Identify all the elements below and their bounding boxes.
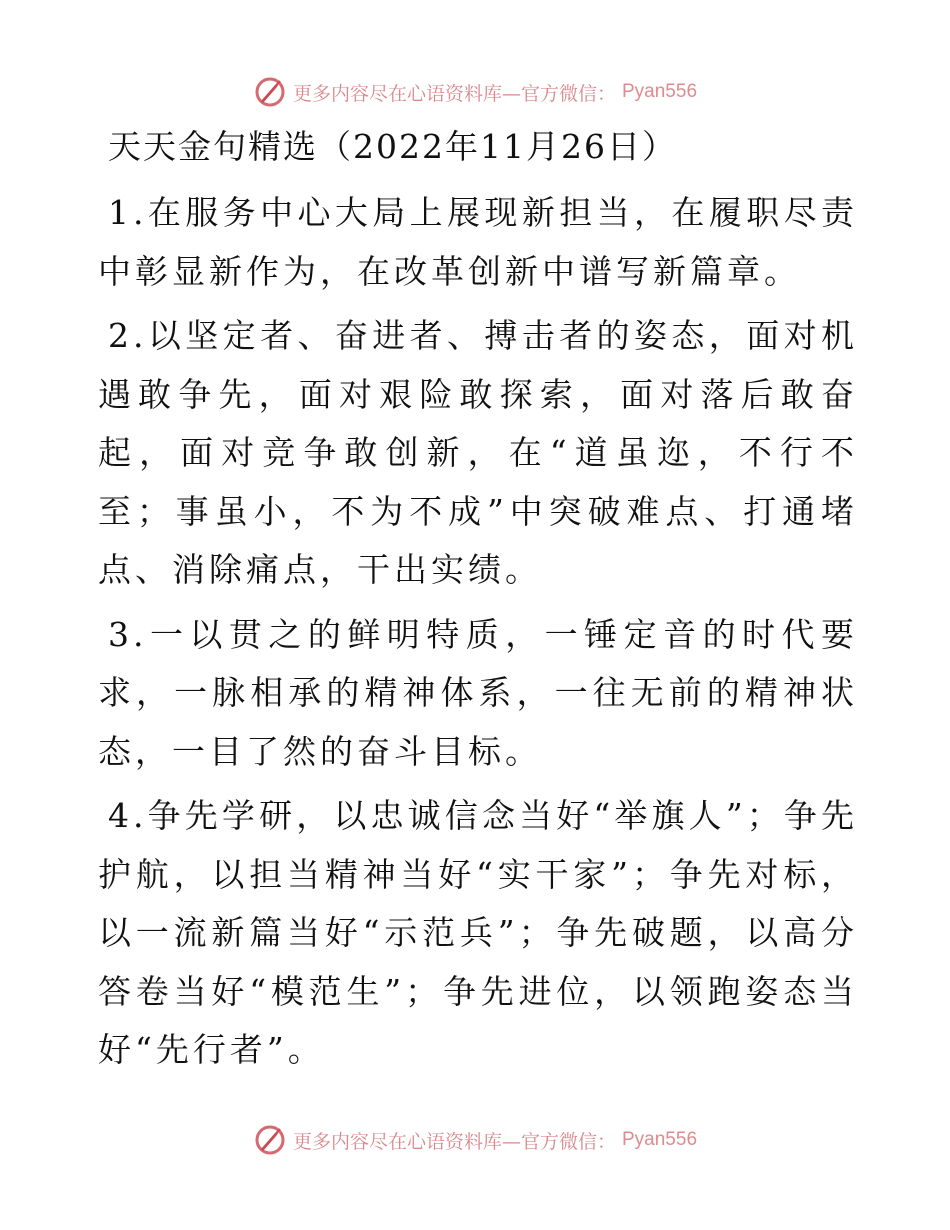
header-banner	[0, 72, 950, 112]
document-title: 天天金句精选（2022年11月26日）	[108, 127, 677, 166]
header-banner-content	[253, 75, 697, 109]
quill-circle-icon	[253, 1123, 287, 1157]
quote-item-2: 2.以坚定者、奋进者、搏击者的姿态，面对机遇敢争先，面对艰险敢探索，面对落后敢奋起，面对竞争敢创新，在“道虽迩，不行不至；事虽小，不为不成”中突破难点、打通堵点、消除痛点，干出实绩。	[98, 316, 858, 589]
footer-wechat-id: Pyan556	[622, 1129, 698, 1150]
document-body	[98, 122, 858, 1086]
header-banner-text: 更多内容尽在心语资料库—官方微信：	[292, 82, 616, 105]
quote-item-4: 4.争先学研，以忠诚信念当好“举旗人”；争先护航，以担当精神当好“实干家”；争先对标，以一流新篇当好“示范兵”；争先破题，以高分答卷当好“模范生”；争先进位，以领跑姿态当好“先行者”。	[98, 796, 858, 1069]
quote-item-3: 3.一以贯之的鲜明特质，一锤定音的时代要求，一脉相承的精神体系，一往无前的精神状态，一目了然的奋斗目标。	[98, 614, 858, 771]
footer-banner	[0, 1120, 950, 1160]
quote-item-1: 1.在服务中心大局上展现新担当，在履职尽责中彰显新作为，在改革创新中谱写新篇章。	[98, 193, 858, 291]
header-wechat-id: Pyan556	[622, 81, 698, 102]
footer-banner-content	[253, 1123, 697, 1157]
footer-banner-text: 更多内容尽在心语资料库—官方微信：	[292, 1130, 616, 1153]
quill-circle-icon	[253, 75, 287, 109]
